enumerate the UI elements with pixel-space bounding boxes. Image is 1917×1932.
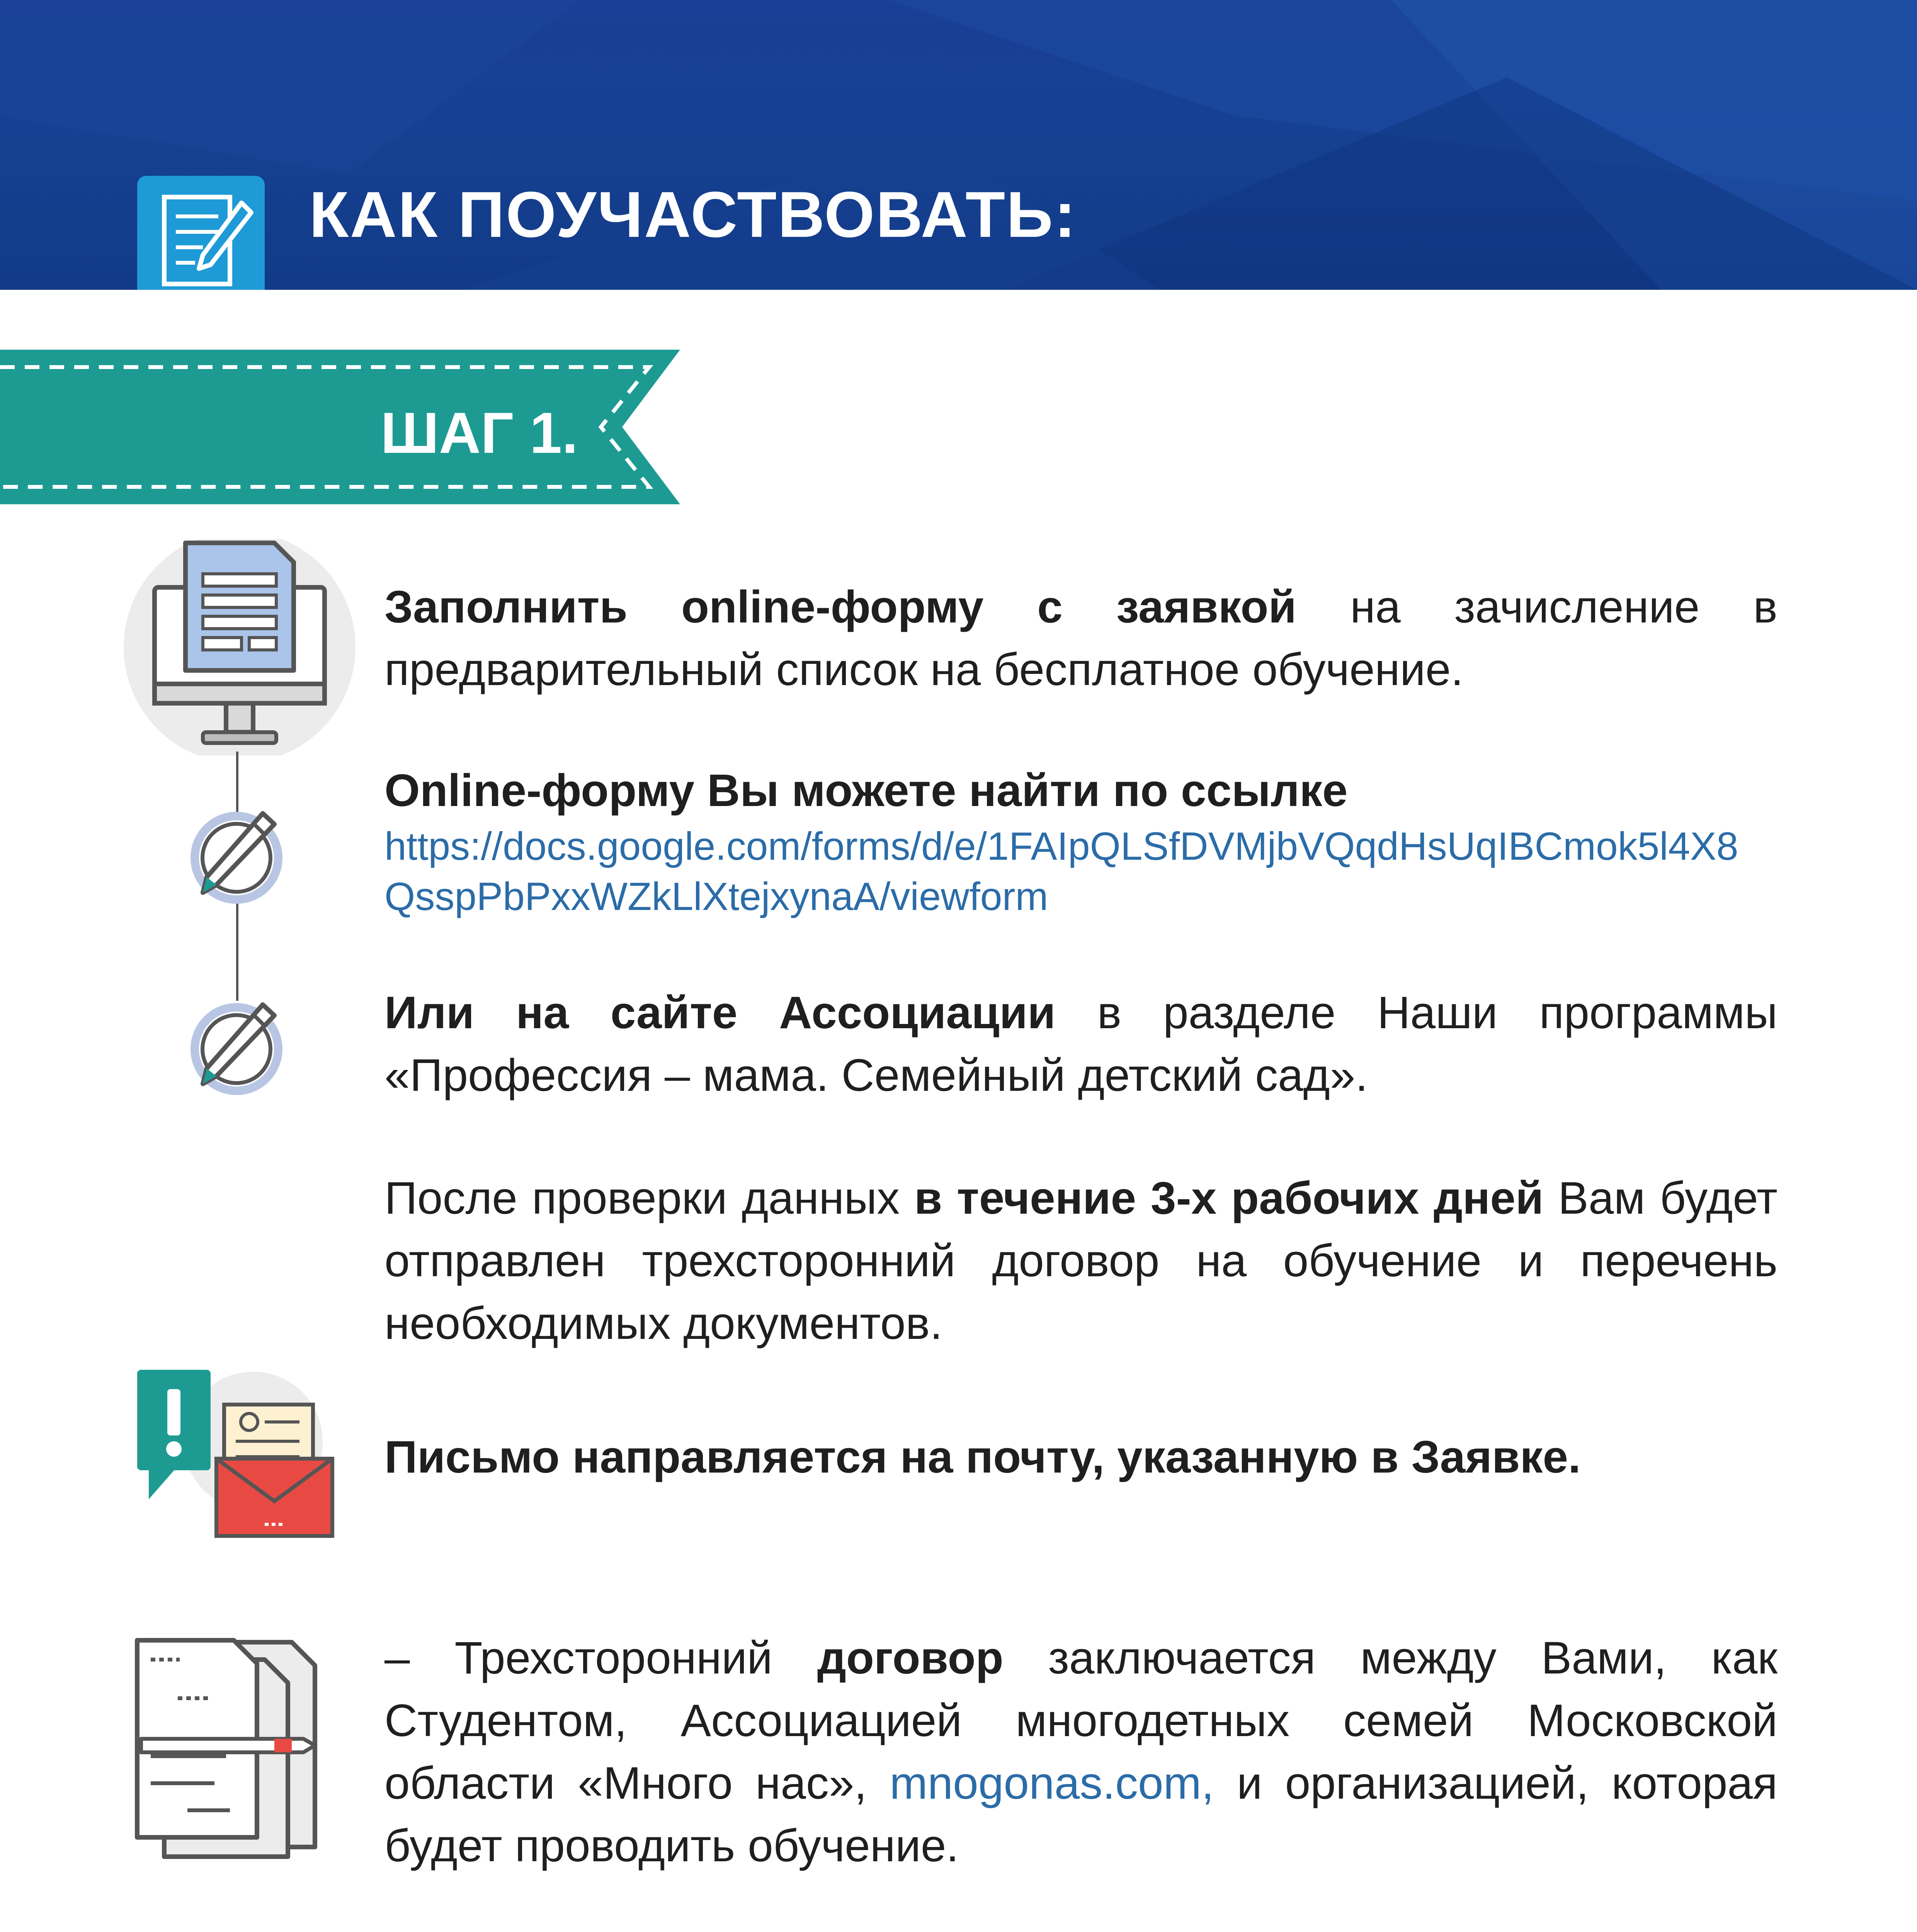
- mnogonas-link[interactable]: mnogonas.com,: [890, 1758, 1214, 1809]
- contract-info: [384, 1627, 1778, 1877]
- contract-start: – Трехсторонний: [384, 1633, 817, 1684]
- contract-documents-icon: [133, 1636, 327, 1861]
- form-url-line2[interactable]: QsspPbPxxWZkLlXtejxynaA/viewform: [384, 874, 1048, 918]
- association-bold: Или на сайте Ассоциации: [384, 987, 1056, 1038]
- form-instruction-rest: на зачисление в предварительный список на бесплатное обучение.: [384, 582, 1778, 695]
- pen-icon: [185, 997, 288, 1095]
- document-edit-icon: [137, 176, 265, 290]
- association-instruction: [384, 981, 1778, 1107]
- step-ribbon: [0, 350, 680, 504]
- check-info: [384, 1167, 1778, 1355]
- form-url-link[interactable]: [384, 821, 1814, 922]
- contract-end: и организацией, которая будет проводить обучение.: [384, 1758, 1778, 1871]
- check-info-start: После проверки данных: [384, 1173, 914, 1224]
- mail-alert-icon: [133, 1368, 338, 1542]
- form-instruction: [384, 576, 1778, 701]
- contract-bold: договор: [817, 1633, 1004, 1684]
- form-instruction-bold: Заполнить online-форму с заявкой: [384, 582, 1297, 633]
- form-link-heading: Online-форму Вы можете найти по ссылке: [384, 765, 1348, 816]
- pen-icon: [185, 806, 288, 904]
- step-label: ШАГ 1.: [381, 400, 578, 465]
- page-title: КАК ПОУЧАСТВОВАТЬ:: [309, 178, 1077, 251]
- form-url-line1[interactable]: https://docs.google.com/forms/d/e/1FAIpQLSfDVMjbVQqdHsUqIBCmok5l4X8: [384, 824, 1738, 868]
- check-info-end: Вам будет отправлен трехсторонний договор на обучение и перечень необходимых документов.: [384, 1173, 1778, 1349]
- association-rest: в разделе Наши программы «Профессия – мама. Семейный детский сад».: [384, 987, 1778, 1101]
- check-info-bold: в течение 3-х рабочих дней: [914, 1173, 1544, 1224]
- letter-info: Письмо направляется на почту, указанную в Заявке.: [384, 1432, 1581, 1483]
- contract-mid: заключается между Вами, как Студентом, Ассоциацией многодетных семей Московской области «Много нас»,: [384, 1633, 1778, 1809]
- computer-form-icon: [122, 539, 357, 755]
